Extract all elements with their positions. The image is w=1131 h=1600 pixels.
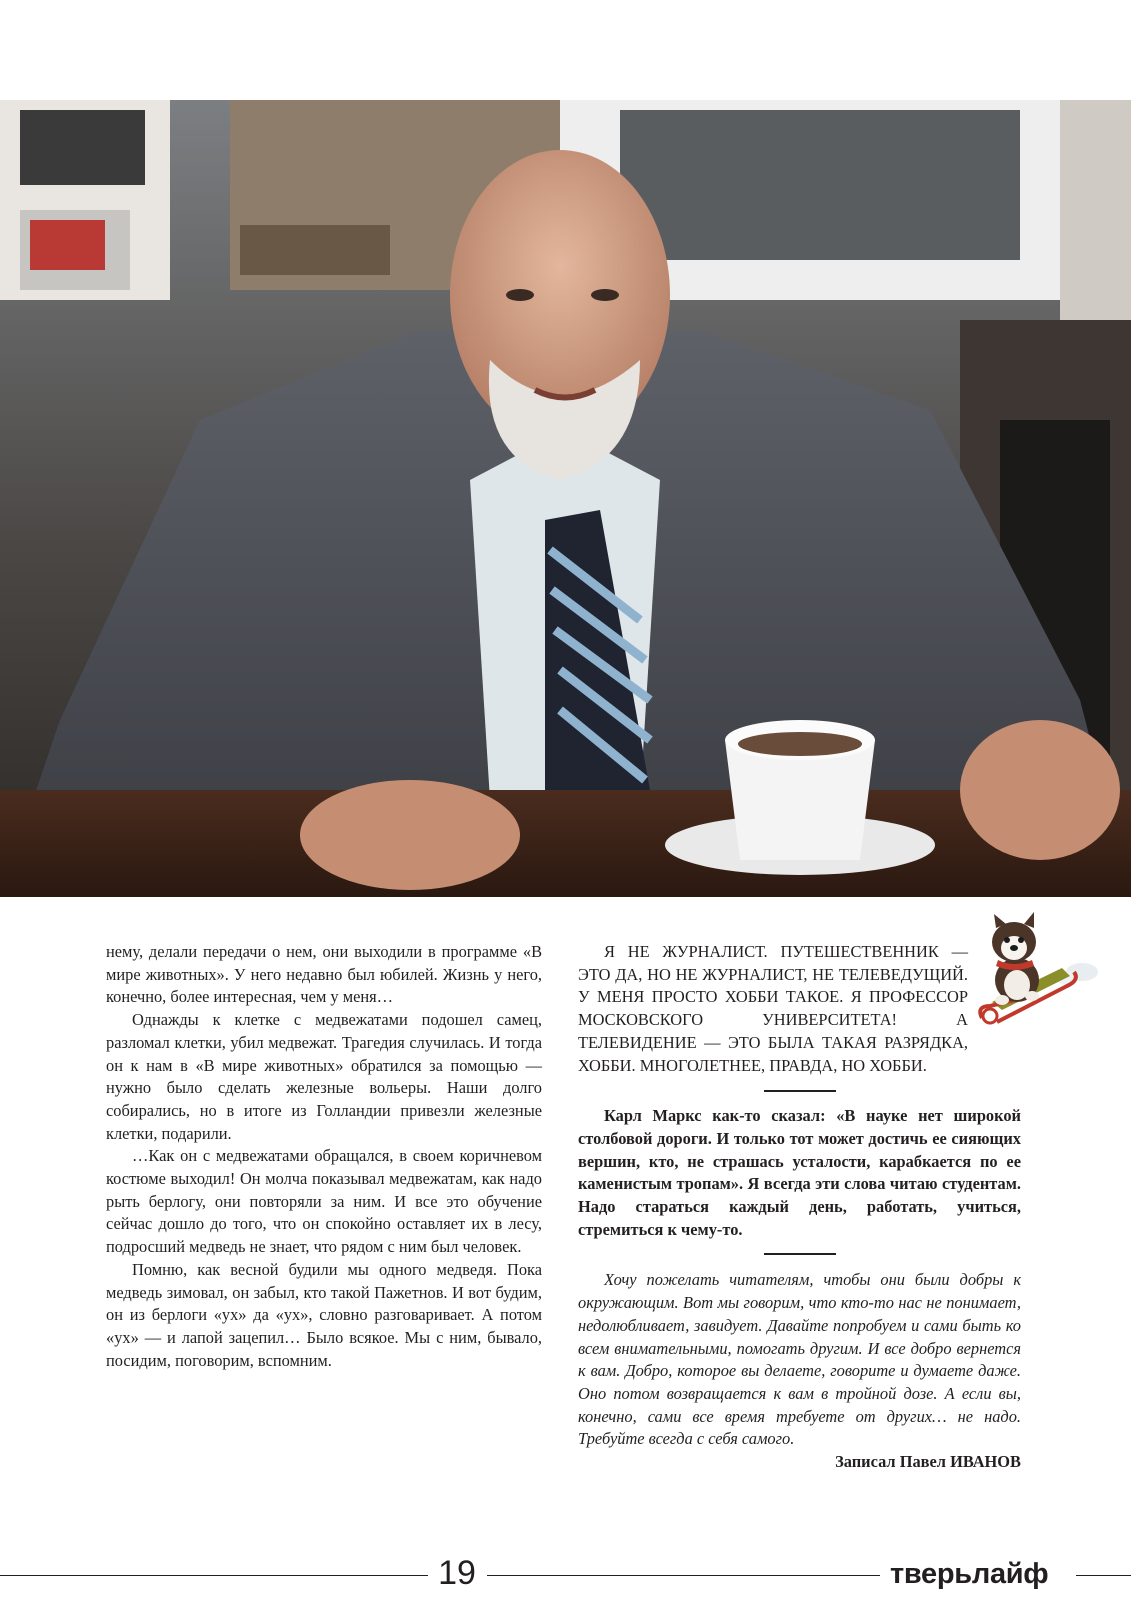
italic-paragraph: Хочу пожелать читателям, чтобы они были добры к окружающим. Вот мы говорим, что кто-то нас не понимает, недолюбливает, завидует. Давайте попробуем и сами быть ко всем внимательными, помогать другим. И все добро вернется к вам. Добро, которое вы делаете, говорите и думаете даже. Оно потом возвращается к вам в тройной дозе. А если вы, конечно, сами все время требуете от других… не надо. Требуйте всегда с себя самого.	[578, 1270, 1021, 1449]
footer-rule-left	[0, 1575, 428, 1576]
author-signature: Записал Павел ИВАНОВ	[835, 1452, 1021, 1472]
body-paragraph: Однажды к клетке с медвежатами подошел самец, разломал клетки, убил медвежат. Трагедия случилась. И тогда он к нам в «В мире животных» обратился за помощью — нужно было сделать железные вольеры. Наши долго собирались, но в итоге из Голландии привезли железные клетки, подарили.	[106, 1010, 542, 1143]
portrait-photo	[0, 100, 1131, 897]
brand-logo: тверьлайф	[890, 1558, 1049, 1590]
husky-dog-on-sled-icon	[962, 910, 1112, 1040]
page-number: 19	[438, 1554, 476, 1592]
bold-paragraph: Карл Маркс как-то сказал: «В науке нет широкой столбовой дороги. И только тот может достичь ее сияющих вершин, кто, не страшась усталости, карабкается по ее каменистым тропам». Я всегда эти слова читаю студентам. Надо стараться каждый день, работать, учиться, стремиться к чему-то.	[578, 1106, 1021, 1239]
divider	[764, 1090, 836, 1092]
pull-quote: Я НЕ ЖУРНАЛИСТ. ПУТЕШЕСТВЕННИК — ЭТО ДА, НО НЕ ЖУРНАЛИСТ, НЕ ТЕЛЕВЕДУЩИЙ. У МЕНЯ ПРОСТО ХОББИ ТАКОЕ. Я ПРОФЕССОР МОСКОВСКОГО УНИВЕРСИТЕТА! А ТЕЛЕВИДЕНИЕ — ЭТО БЫЛА ТАКАЯ РАЗРЯДКА, ХОББИ. МНОГОЛЕТНЕЕ, ПРАВДА, НО ХОББИ.	[578, 942, 968, 1075]
body-paragraph: Помню, как весной будили мы одного медведя. Пока медведь зимовал, он забыл, кто такой Пажетнов. И вот будим, он из берлоги «ух» да «ух», словно разговаривает. А потом «ух» — и лапой зацепил… Было всякое. Мы с ним, бывало, посидим, поговорим, вспомним.	[106, 1259, 542, 1370]
divider	[764, 1253, 836, 1255]
footer-rule-right	[1076, 1575, 1131, 1576]
body-paragraph: нему, делали передачи о нем, они выходили в программе «В мире животных». У него недавно был юбилей. Жизнь у него, конечно, более интересная, чем у меня…	[106, 942, 542, 1007]
right-column	[578, 941, 1021, 1474]
left-column	[106, 941, 542, 1372]
footer-rule-middle	[487, 1575, 880, 1576]
body-paragraph: …Как он с медвежатами обращался, в своем коричневом костюме выходил! Он молча показывал медвежатам, как надо рыть берлогу, они повторяли за ним. И все это обучение сейчас дошло до того, что он спокойно оставляет их в лесу, подросший медведь не знает, что рядом с ним был человек.	[106, 1146, 542, 1257]
